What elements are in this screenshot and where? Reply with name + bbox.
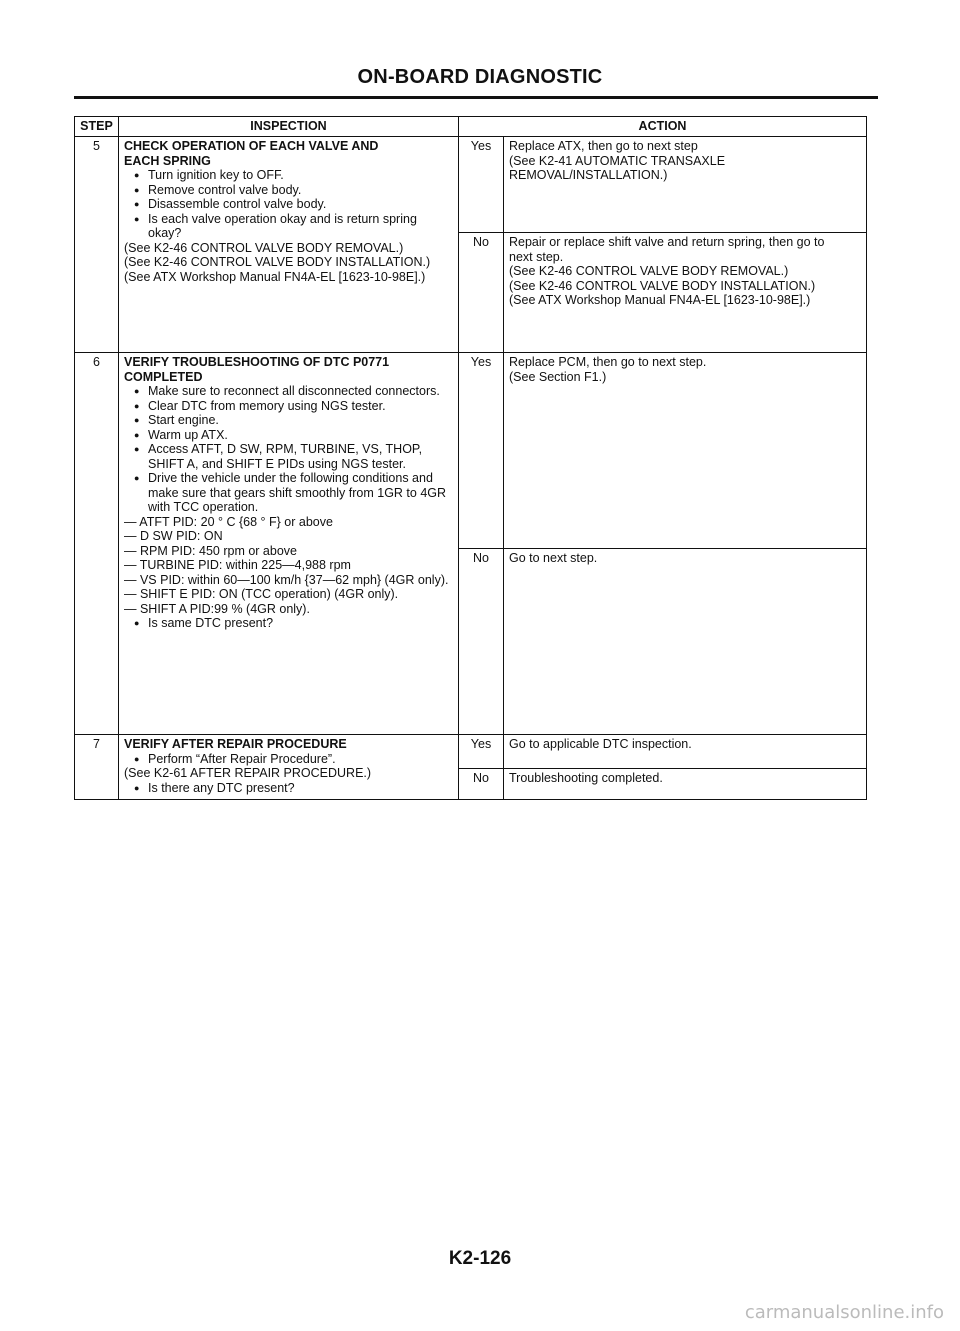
inspection-bullet: ● Drive the vehicle under the following conditions and make sure that gears shift smoothly from 1GR to 4GR with TCC operation.: [124, 471, 453, 515]
table-row: [75, 353, 867, 549]
inspection-bullet: ● Perform “After Repair Procedure”.: [124, 752, 453, 767]
action-line: next step.: [509, 249, 564, 264]
inspection-sub: — TURBINE PID: within 225—4,988 rpm: [124, 558, 351, 572]
inspection-heading: EACH SPRING: [124, 153, 211, 168]
inspection-bullet: ● Start engine.: [124, 413, 453, 428]
action-line: (See K2-46 CONTROL VALVE BODY REMOVAL.): [509, 264, 789, 278]
action-line: Troubleshooting completed.: [509, 771, 663, 785]
action-cell: [504, 353, 867, 549]
header-action: ACTION: [459, 117, 867, 137]
inspection-heading: COMPLETED: [124, 369, 203, 384]
inspection-bullet: ● Turn ignition key to OFF.: [124, 168, 453, 183]
action-line: REMOVAL/INSTALLATION.): [509, 168, 668, 182]
inspection-bullet: ● Disassemble control valve body.: [124, 197, 453, 212]
action-cell: [504, 735, 867, 769]
answer-label: No: [459, 233, 504, 353]
header-step: STEP: [75, 117, 119, 137]
action-line: (See K2-46 CONTROL VALVE BODY INSTALLATION.): [509, 278, 816, 293]
inspection-bullet: ● Is there any DTC present?: [124, 781, 453, 796]
inspection-cell: [119, 137, 459, 353]
inspection-cell: [119, 735, 459, 800]
answer-label: No: [459, 769, 504, 800]
action-line: Go to next step.: [509, 551, 598, 565]
inspection-bullet: ● Clear DTC from memory using NGS tester.: [124, 399, 453, 414]
action-cell: [504, 137, 867, 233]
inspection-sub: — RPM PID: 450 rpm or above: [124, 543, 297, 558]
action-line: (See Section F1.): [509, 369, 607, 384]
header-inspection: INSPECTION: [119, 117, 459, 137]
inspection-bullet: ● Warm up ATX.: [124, 428, 453, 443]
inspection-bullet: ● Is same DTC present?: [124, 616, 453, 631]
watermark: carmanualsonline.info: [744, 1302, 944, 1323]
inspection-text: (See K2-46 CONTROL VALVE BODY INSTALLATION.): [124, 255, 431, 269]
inspection-cell: [119, 353, 459, 735]
inspection-text: (See ATX Workshop Manual FN4A-EL [1623-10-98E].): [124, 269, 426, 284]
inspection-sub: — SHIFT E PID: ON (TCC operation) (4GR only).: [124, 587, 399, 601]
inspection-heading: VERIFY TROUBLESHOOTING OF DTC P0771: [124, 355, 390, 369]
table-row: [75, 735, 867, 769]
inspection-bullet: ● Access ATFT, D SW, RPM, TURBINE, VS, THOP, SHIFT A, and SHIFT E PIDs using NGS tester.: [124, 442, 453, 471]
inspection-text: (See K2-61 AFTER REPAIR PROCEDURE.): [124, 766, 372, 780]
inspection-heading: CHECK OPERATION OF EACH VALVE AND: [124, 139, 379, 153]
title-rule: [74, 96, 878, 99]
page-title: ON-BOARD DIAGNOSTIC: [357, 66, 603, 88]
answer-label: Yes: [459, 735, 504, 769]
action-line: Replace ATX, then go to next step: [509, 139, 698, 153]
action-line: (See ATX Workshop Manual FN4A-EL [1623-10-98E].): [509, 293, 811, 307]
action-line: Repair or replace shift valve and return spring, then go to: [509, 235, 825, 249]
answer-label: No: [459, 549, 504, 735]
table-header-row: [75, 117, 867, 137]
inspection-bullet: ● Remove control valve body.: [124, 183, 453, 198]
answer-label: Yes: [459, 137, 504, 233]
inspection-text: (See K2-46 CONTROL VALVE BODY REMOVAL.): [124, 240, 404, 255]
action-cell: [504, 769, 867, 800]
inspection-sub: — D SW PID: ON: [124, 529, 223, 543]
inspection-heading: VERIFY AFTER REPAIR PROCEDURE: [124, 737, 347, 751]
inspection-bullet: ● Is each valve operation okay and is return spring okay?: [124, 212, 453, 241]
table-body: [75, 137, 867, 800]
action-line: Go to applicable DTC inspection.: [509, 737, 692, 751]
step-number: 5: [75, 137, 119, 353]
inspection-bullet: ● Make sure to reconnect all disconnected connectors.: [124, 384, 453, 399]
inspection-sub: — SHIFT A PID:99 % (4GR only).: [124, 601, 310, 616]
answer-label: Yes: [459, 353, 504, 549]
inspection-sub: — VS PID: within 60—100 km/h {37—62 mph} (4GR only).: [124, 572, 449, 587]
action-cell: [504, 549, 867, 735]
step-number: 6: [75, 353, 119, 735]
diagnostic-table: [74, 116, 867, 800]
action-cell: [504, 233, 867, 353]
page-number: K2-126: [448, 1248, 512, 1269]
action-line: (See K2-41 AUTOMATIC TRANSAXLE: [509, 153, 726, 168]
inspection-sub: — ATFT PID: 20 ° C {68 ° F} or above: [124, 514, 333, 529]
step-number: 7: [75, 735, 119, 800]
action-line: Replace PCM, then go to next step.: [509, 355, 707, 369]
table-row: [75, 137, 867, 233]
